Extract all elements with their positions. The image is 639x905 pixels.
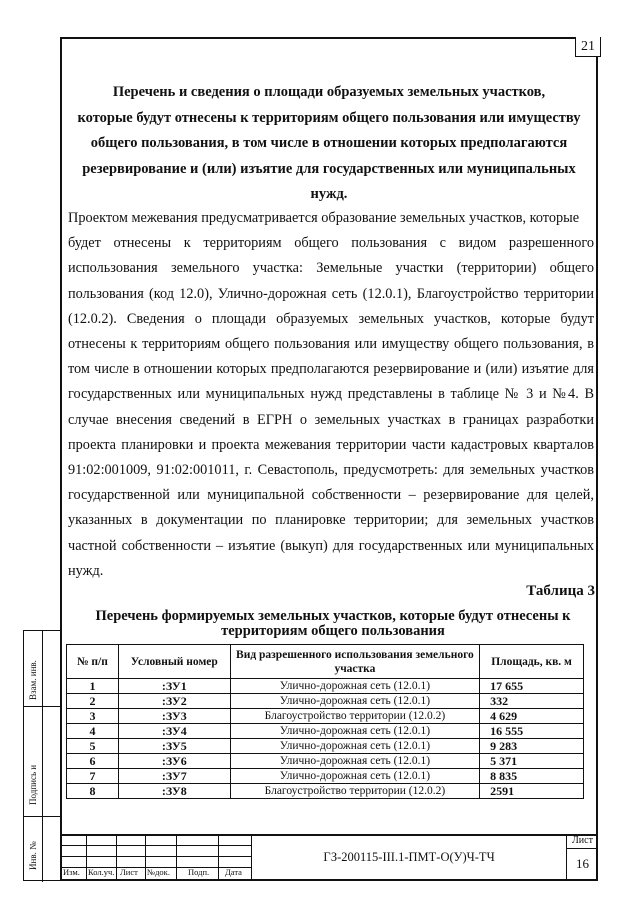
paragraph-line: нужд.	[68, 562, 104, 579]
cell-use: Улично-дорожная сеть (12.0.1)	[230, 694, 479, 709]
header-number: № п/п	[67, 645, 119, 679]
sheet-box	[567, 834, 598, 881]
paragraph-line: случае внесения сведений в ЕГРН о земельных участках в границах разработки	[68, 411, 594, 428]
revision-grid	[60, 834, 251, 881]
grid-line	[86, 834, 87, 881]
sheet-label: Лист	[567, 835, 598, 849]
grid-line	[218, 834, 219, 881]
paragraph-line: использования земельного участка: Земельные участки (территории) общего	[68, 260, 594, 277]
body-paragraph	[68, 206, 594, 584]
table-header-row	[67, 645, 584, 679]
grid-line	[60, 856, 251, 857]
cell-number: 1	[67, 679, 119, 694]
cell-use: Улично-дорожная сеть (12.0.1)	[230, 769, 479, 784]
cell-number: 2	[67, 694, 119, 709]
section-heading	[70, 80, 588, 208]
table-caption	[70, 609, 596, 639]
cell-use: Улично-дорожная сеть (12.0.1)	[230, 739, 479, 754]
paragraph-line: пользования (код 12.0), Улично-дорожная сеть (12.0.1), Благоустройство территории	[68, 285, 594, 302]
cell-code: :ЗУ5	[118, 739, 230, 754]
top-page-number: 21	[575, 37, 601, 57]
heading-line: резервирование и (или) изъятие для государственных или муниципальных	[82, 160, 576, 177]
cell-number: 3	[67, 709, 119, 724]
side-divider	[24, 816, 61, 817]
sheet-number: 16	[576, 856, 589, 871]
col-izm: Изм.	[63, 867, 80, 877]
heading-line: нужд.	[310, 186, 348, 202]
table-row	[67, 724, 584, 739]
col-podp: Подп.	[188, 867, 210, 877]
title-block	[60, 834, 598, 881]
cell-code: :ЗУ2	[118, 694, 230, 709]
cell-area: 4 629	[480, 709, 584, 724]
grid-line	[145, 834, 146, 881]
header-code: Условный номер	[118, 645, 230, 679]
col-list: Лист	[120, 867, 138, 877]
cell-code: :ЗУ8	[118, 784, 230, 799]
side-label-podpis: Подпись и	[28, 764, 38, 805]
side-label-inv: Инв. №	[28, 841, 38, 870]
plots-table	[66, 644, 584, 799]
caption-line: Перечень формируемых земельных участков, которые будут отнесены к	[95, 608, 571, 624]
cell-use: Улично-дорожная сеть (12.0.1)	[230, 679, 479, 694]
paragraph-line: будет отнесены к территориям общего пользования с видом разрешенного	[68, 235, 594, 252]
table-row	[67, 784, 584, 799]
header-area: Площадь, кв. м	[480, 645, 584, 679]
paragraph-line: проекта планировки и проекта межевания территории части кадастровых кварталов	[68, 436, 594, 453]
cell-code: :ЗУ4	[118, 724, 230, 739]
paragraph-line: государственных или муниципальных нужд представлены в таблице № 3 и №4. В	[68, 386, 594, 403]
grid-line	[176, 834, 177, 881]
cell-use: Улично-дорожная сеть (12.0.1)	[230, 724, 479, 739]
cell-number: 8	[67, 784, 119, 799]
cell-area: 5 371	[480, 754, 584, 769]
table-row	[67, 769, 584, 784]
cell-area: 2591	[480, 784, 584, 799]
paragraph-line: государственной или муниципальной собственности – резервирование для целей,	[68, 487, 594, 504]
cell-code: :ЗУ1	[118, 679, 230, 694]
col-data: Дата	[225, 867, 242, 877]
cell-number: 5	[67, 739, 119, 754]
cell-area: 332	[480, 694, 584, 709]
paragraph-line: указанных в документации по планировке территории; для земельных участков	[68, 512, 594, 529]
grid-line	[116, 834, 117, 881]
cell-use: Благоустройство территории (12.0.2)	[230, 709, 479, 724]
cell-code: :ЗУ6	[118, 754, 230, 769]
cell-number: 7	[67, 769, 119, 784]
caption-line: территориям общего пользования	[221, 623, 445, 639]
cell-code: :ЗУ3	[118, 709, 230, 724]
side-divider	[42, 631, 43, 882]
table-row	[67, 709, 584, 724]
cell-number: 4	[67, 724, 119, 739]
paragraph-line: Проектом межевания предусматривается образование земельных участков, которые	[68, 210, 580, 226]
paragraph-line: отнесены к территориям общего пользования или имуществу общего пользования, в	[68, 336, 594, 353]
side-divider	[24, 706, 61, 707]
cell-area: 9 283	[480, 739, 584, 754]
col-koluch: Кол.уч.	[88, 867, 115, 877]
cell-use: Улично-дорожная сеть (12.0.1)	[230, 754, 479, 769]
table-label: Таблица 3	[526, 583, 595, 599]
grid-line	[60, 845, 251, 846]
cell-code: :ЗУ7	[118, 769, 230, 784]
heading-line: общего пользования, в том числе в отношении которых предполагаются	[90, 135, 568, 151]
cell-area: 8 835	[480, 769, 584, 784]
table-row	[67, 694, 584, 709]
header-use: Вид разрешенного использования земельного участка	[230, 645, 479, 679]
table-row	[67, 679, 584, 694]
cell-area: 16 555	[480, 724, 584, 739]
paragraph-line: 91:02:001009, 91:02:001011, г. Севастополь, предусмотреть: для земельных участков	[68, 462, 594, 479]
heading-line: Перечень и сведения о площади образуемых земельных участков,	[112, 84, 546, 100]
cell-area: 17 655	[480, 679, 584, 694]
paragraph-line: частной собственности – изъятие (выкуп) для государственных или муниципальных	[68, 537, 594, 554]
cell-use: Благоустройство территории (12.0.2)	[230, 784, 479, 799]
table-row	[67, 739, 584, 754]
document-code: ГЗ-200115-III.1-ПМТ-О(У)Ч-ТЧ	[251, 834, 567, 881]
paragraph-line: том числе в отношении которых предполагаются резервирование и (или) изъятие для	[68, 361, 594, 378]
side-label-vzam: Взам. инв.	[28, 660, 38, 700]
heading-line: которые будут отнесены к территориям общего пользования или имуществу	[77, 109, 581, 126]
table-row	[67, 754, 584, 769]
col-ndok: №док.	[147, 867, 170, 877]
cell-number: 6	[67, 754, 119, 769]
paragraph-line: (12.0.2). Сведения о площади образуемых земельных участков, которые будут	[68, 310, 594, 327]
